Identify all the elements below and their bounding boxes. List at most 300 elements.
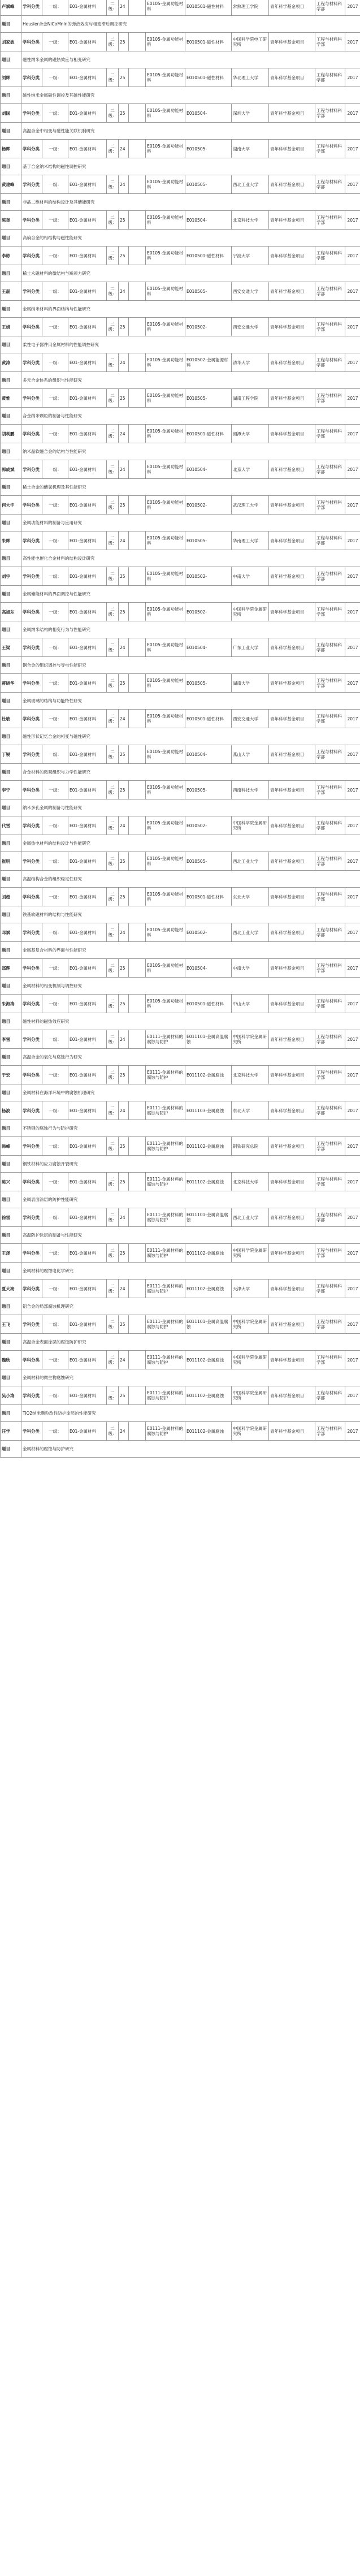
level2-value-prefix <box>129 460 146 479</box>
year: 2017 <box>345 888 360 906</box>
level2-value-prefix <box>129 959 146 978</box>
level3-value: E010505- <box>185 781 232 799</box>
project-type: 青年科学基金项目 <box>269 425 315 443</box>
level2-label: 二级： <box>107 1066 119 1084</box>
subject-label: 学科分类 <box>21 496 42 515</box>
level1-label: 一级： <box>42 282 68 301</box>
level2-value: E0105-金属功能材料 <box>146 531 185 550</box>
level3-value: E011102-金属腐蚀 <box>185 1351 232 1369</box>
level3-value: E010505- <box>185 389 232 408</box>
subject-label: 学科分类 <box>21 674 42 693</box>
level2-value: E0111-金属材料的腐蚀与防护 <box>146 1208 185 1227</box>
level2-value-prefix <box>129 1351 146 1369</box>
subject-label: 学科分类 <box>21 247 42 265</box>
department: 工程与材料科学部 <box>315 638 345 657</box>
subject-label: 学科分类 <box>21 852 42 871</box>
title-label: 题目 <box>1 372 21 389</box>
level1-value: E01-金属材料 <box>68 1208 107 1227</box>
project-type: 青年科学基金项目 <box>269 1315 315 1334</box>
level2-value-prefix <box>129 33 146 51</box>
grant-row <box>1 353 360 372</box>
level1-label: 一级： <box>42 389 68 408</box>
level2-label: 二级： <box>107 816 119 835</box>
level3-value: E010504- <box>185 745 232 764</box>
year: 2017 <box>345 0 360 16</box>
level2-label: 二级： <box>107 531 119 550</box>
level2-value: E0105-金属功能材料 <box>146 282 185 301</box>
level1-value: E01-金属材料 <box>68 816 107 835</box>
level1-label: 一级： <box>42 1244 68 1263</box>
year: 2017 <box>345 1173 360 1191</box>
project-title: 高熵合金的相结构与磁性能研究 <box>21 230 360 247</box>
department: 工程与材料科学部 <box>315 496 345 515</box>
grant-row <box>1 0 360 16</box>
applicant-name: 崔明 <box>1 852 21 871</box>
applicant-name: 郭成斌 <box>1 460 21 479</box>
level3-value: E011101-金属高温腐蚀 <box>185 1208 232 1227</box>
organization: 深圳大学 <box>232 104 269 123</box>
level1-label: 一级： <box>42 674 68 693</box>
organization: 西南科技大学 <box>232 781 269 799</box>
level1-value: E01-金属材料 <box>68 674 107 693</box>
year: 2017 <box>345 745 360 764</box>
department: 工程与材料科学部 <box>315 247 345 265</box>
grant-title-row <box>1 301 360 318</box>
project-title: 金属玻璃的结构与功能特性研究 <box>21 693 360 710</box>
project-title: 纳米晶软磁合金的结构与性能研究 <box>21 443 360 460</box>
level1-value: E01-金属材料 <box>68 781 107 799</box>
level1-value: E01-金属材料 <box>68 638 107 657</box>
grant-row <box>1 745 360 764</box>
department: 工程与材料科学部 <box>315 1351 345 1369</box>
project-title: 合金材料的微观组织与力学性能研究 <box>21 764 360 781</box>
department: 工程与材料科学部 <box>315 353 345 372</box>
age-value: 24 <box>119 140 129 158</box>
project-title: 金属纳米结构的相变行为与性能研究 <box>21 621 360 638</box>
department: 工程与材料科学部 <box>315 995 345 1013</box>
level1-label: 一级： <box>42 1280 68 1298</box>
level2-value-prefix <box>129 1280 146 1298</box>
applicant-name: 杨辉 <box>1 140 21 158</box>
applicant-name: 高旭东 <box>1 603 21 621</box>
age-value: 25 <box>119 567 129 586</box>
project-title: 钢铁材料的应力腐蚀开裂研究 <box>21 1156 360 1173</box>
applicant-name: 徐雷 <box>1 1208 21 1227</box>
level2-label: 二级： <box>107 389 119 408</box>
level2-value: E0105-金属功能材料 <box>146 959 185 978</box>
project-type: 青年科学基金项目 <box>269 496 315 515</box>
level1-value: E01-金属材料 <box>68 211 107 230</box>
project-title: 高温防护涂层的制备与性能研究 <box>21 1227 360 1244</box>
department: 工程与材料科学部 <box>315 211 345 230</box>
grant-row <box>1 816 360 835</box>
project-type: 青年科学基金项目 <box>269 567 315 586</box>
year: 2017 <box>345 353 360 372</box>
department: 工程与材料科学部 <box>315 0 345 16</box>
year: 2017 <box>345 247 360 265</box>
applicant-name: 王梁 <box>1 638 21 657</box>
age-value: 25 <box>119 211 129 230</box>
organization: 东北大学 <box>232 1101 269 1120</box>
level3-value: E011102-金属腐蚀 <box>185 1244 232 1263</box>
level2-value-prefix <box>129 1137 146 1156</box>
level1-label: 一级： <box>42 211 68 230</box>
level2-value: E0105-金属功能材料 <box>146 0 185 16</box>
grant-row <box>1 781 360 799</box>
year: 2017 <box>345 1351 360 1369</box>
year: 2017 <box>345 1422 360 1441</box>
level3-value: E010501-磁性材料 <box>185 247 232 265</box>
level3-value: E010502- <box>185 816 232 835</box>
title-label: 题目 <box>1 1049 21 1066</box>
project-title: 金属基复合材料的界面与性能研究 <box>21 942 360 959</box>
project-type: 青年科学基金项目 <box>269 710 315 728</box>
department: 工程与材料科学部 <box>315 567 345 586</box>
applicant-name: 刘国 <box>1 104 21 123</box>
subject-label: 学科分类 <box>21 1244 42 1263</box>
level1-label: 一级： <box>42 995 68 1013</box>
department: 工程与材料科学部 <box>315 68 345 87</box>
age-value: 25 <box>119 33 129 51</box>
level2-value: E0105-金属功能材料 <box>146 211 185 230</box>
department: 工程与材料科学部 <box>315 852 345 871</box>
age-value: 25 <box>119 1173 129 1191</box>
project-title: 磁性纳米金属的磁热效应与相变研究 <box>21 51 360 68</box>
age-value: 24 <box>119 923 129 942</box>
level2-value-prefix <box>129 175 146 194</box>
grant-row <box>1 140 360 158</box>
grant-table-body <box>1 0 360 1458</box>
organization: 华北理工大学 <box>232 68 269 87</box>
level2-label: 二级： <box>107 1386 119 1405</box>
age-value: 25 <box>119 852 129 871</box>
subject-label: 学科分类 <box>21 1137 42 1156</box>
age-value: 24 <box>119 425 129 443</box>
title-label: 题目 <box>1 515 21 531</box>
level2-label: 二级： <box>107 282 119 301</box>
level1-label: 一级： <box>42 33 68 51</box>
level2-value: E0105-金属功能材料 <box>146 104 185 123</box>
age-value: 24 <box>119 816 129 835</box>
title-label: 题目 <box>1 942 21 959</box>
grant-title-row <box>1 1120 360 1137</box>
grant-row <box>1 33 360 51</box>
applicant-name: 王娟 <box>1 318 21 336</box>
title-label: 题目 <box>1 408 21 425</box>
level3-value: E010502- <box>185 496 232 515</box>
level1-value: E01-金属材料 <box>68 425 107 443</box>
grant-title-row <box>1 372 360 389</box>
level3-value: E010505- <box>185 674 232 693</box>
level2-value-prefix <box>129 531 146 550</box>
year: 2017 <box>345 1244 360 1263</box>
level1-label: 一级： <box>42 1030 68 1049</box>
level2-label: 二级： <box>107 745 119 764</box>
project-type: 青年科学基金项目 <box>269 1208 315 1227</box>
grant-title-row <box>1 443 360 460</box>
subject-label: 学科分类 <box>21 1315 42 1334</box>
level2-label: 二级： <box>107 496 119 515</box>
year: 2017 <box>345 140 360 158</box>
level1-value: E01-金属材料 <box>68 1351 107 1369</box>
level2-value-prefix <box>129 318 146 336</box>
level2-value-prefix <box>129 781 146 799</box>
project-type: 青年科学基金项目 <box>269 1066 315 1084</box>
year: 2017 <box>345 1066 360 1084</box>
grant-row <box>1 674 360 693</box>
subject-label: 学科分类 <box>21 318 42 336</box>
level2-value: E0105-金属功能材料 <box>146 33 185 51</box>
title-label: 题目 <box>1 479 21 496</box>
level2-value-prefix <box>129 638 146 657</box>
level2-value: E0111-金属材料的腐蚀与防护 <box>146 1244 185 1263</box>
level1-value: E01-金属材料 <box>68 0 107 16</box>
age-value: 25 <box>119 1386 129 1405</box>
title-label: 题目 <box>1 336 21 353</box>
title-label: 题目 <box>1 301 21 318</box>
project-type: 青年科学基金项目 <box>269 638 315 657</box>
grant-row <box>1 175 360 194</box>
year: 2017 <box>345 318 360 336</box>
title-label: 题目 <box>1 835 21 852</box>
grant-title-row <box>1 1227 360 1244</box>
department: 工程与材料科学部 <box>315 33 345 51</box>
organization: 西北工业大学 <box>232 923 269 942</box>
level2-value: E0111-金属材料的腐蚀与防护 <box>146 1280 185 1298</box>
level2-value: E0111-金属材料的腐蚀与防护 <box>146 1066 185 1084</box>
applicant-name: 郑辉 <box>1 959 21 978</box>
level2-value-prefix <box>129 567 146 586</box>
level3-value: E010502- <box>185 603 232 621</box>
level1-value: E01-金属材料 <box>68 1137 107 1156</box>
grant-title-row <box>1 728 360 745</box>
level1-label: 一级： <box>42 1101 68 1120</box>
level2-value: E0105-金属功能材料 <box>146 389 185 408</box>
applicant-name: 代雪 <box>1 816 21 835</box>
level1-label: 一级： <box>42 1351 68 1369</box>
subject-label: 学科分类 <box>21 33 42 51</box>
project-type: 青年科学基金项目 <box>269 674 315 693</box>
organization: 广东工业大学 <box>232 638 269 657</box>
subject-label: 学科分类 <box>21 282 42 301</box>
level1-label: 一级： <box>42 140 68 158</box>
organization: 中国科学院金属研究所 <box>232 1244 269 1263</box>
organization: 华南理工大学 <box>232 531 269 550</box>
age-value: 25 <box>119 1137 129 1156</box>
subject-label: 学科分类 <box>21 710 42 728</box>
applicant-name: 李雪 <box>1 1030 21 1049</box>
title-label: 题目 <box>1 978 21 995</box>
level2-value-prefix <box>129 496 146 515</box>
level3-value: E011102-金属腐蚀 <box>185 1422 232 1441</box>
project-type: 青年科学基金项目 <box>269 1101 315 1120</box>
applicant-name: 刘家波 <box>1 33 21 51</box>
year: 2017 <box>345 1280 360 1298</box>
level1-value: E01-金属材料 <box>68 1280 107 1298</box>
project-title: 金属材料的腐蚀电化学研究 <box>21 1263 360 1280</box>
level2-label: 二级： <box>107 959 119 978</box>
subject-label: 学科分类 <box>21 923 42 942</box>
grant-title-row <box>1 693 360 710</box>
subject-label: 学科分类 <box>21 531 42 550</box>
project-type: 青年科学基金项目 <box>269 104 315 123</box>
title-label: 题目 <box>1 123 21 140</box>
project-title: 高温合金表面涂层的腐蚀防护研究 <box>21 1334 360 1351</box>
grant-row <box>1 1386 360 1405</box>
age-value: 25 <box>119 389 129 408</box>
organization: 西安交通大学 <box>232 318 269 336</box>
level2-value-prefix <box>129 211 146 230</box>
age-value: 24 <box>119 1280 129 1298</box>
level2-value-prefix <box>129 1030 146 1049</box>
level1-value: E01-金属材料 <box>68 460 107 479</box>
subject-label: 学科分类 <box>21 425 42 443</box>
applicant-name: 陈奎 <box>1 211 21 230</box>
title-label: 题目 <box>1 764 21 781</box>
year: 2017 <box>345 1030 360 1049</box>
level3-value: E011102-金属腐蚀 <box>185 1137 232 1156</box>
organization: 北京科技大学 <box>232 1066 269 1084</box>
level2-value: E0105-金属功能材料 <box>146 567 185 586</box>
grant-title-row <box>1 764 360 781</box>
age-value: 24 <box>119 1351 129 1369</box>
title-label: 题目 <box>1 1156 21 1173</box>
year: 2017 <box>345 995 360 1013</box>
project-type: 青年科学基金项目 <box>269 389 315 408</box>
title-label: 题目 <box>1 550 21 567</box>
project-title: Heusler合金NiCoMnIn的弹热效应与相变滞后调控研究 <box>21 16 360 33</box>
project-title: 非晶二维材料的结构设计及其储能研究 <box>21 194 360 211</box>
grant-title-row <box>1 657 360 674</box>
year: 2017 <box>345 1101 360 1120</box>
department: 工程与材料科学部 <box>315 1280 345 1298</box>
age-value: 25 <box>119 104 129 123</box>
project-title: 多元合金体系的组织与性能研究 <box>21 372 360 389</box>
title-label: 题目 <box>1 728 21 745</box>
level3-value: E010502- <box>185 567 232 586</box>
age-value: 25 <box>119 603 129 621</box>
age-value: 25 <box>119 781 129 799</box>
subject-label: 学科分类 <box>21 353 42 372</box>
level1-label: 一级： <box>42 1173 68 1191</box>
project-type: 青年科学基金项目 <box>269 1244 315 1263</box>
organization: 中南大学 <box>232 959 269 978</box>
organization: 西北工业大学 <box>232 852 269 871</box>
level2-value: E0105-金属功能材料 <box>146 745 185 764</box>
grant-row <box>1 460 360 479</box>
title-label: 题目 <box>1 1084 21 1101</box>
applicant-name: 胡利鹏 <box>1 425 21 443</box>
title-label: 题目 <box>1 230 21 247</box>
level2-label: 二级： <box>107 603 119 621</box>
organization: 燕山大学 <box>232 745 269 764</box>
subject-label: 学科分类 <box>21 1173 42 1191</box>
grant-title-row <box>1 158 360 175</box>
project-type: 青年科学基金项目 <box>269 959 315 978</box>
level3-value: E011102-金属腐蚀 <box>185 1280 232 1298</box>
level1-label: 一级： <box>42 1066 68 1084</box>
level1-value: E01-金属材料 <box>68 959 107 978</box>
subject-label: 学科分类 <box>21 104 42 123</box>
age-value: 24 <box>119 1422 129 1441</box>
level1-label: 一级： <box>42 531 68 550</box>
level2-value: E0105-金属功能材料 <box>146 353 185 372</box>
level2-value-prefix <box>129 710 146 728</box>
title-label: 题目 <box>1 871 21 888</box>
grant-row <box>1 1422 360 1441</box>
grant-title-row <box>1 230 360 247</box>
level2-label: 二级： <box>107 781 119 799</box>
project-type: 青年科学基金项目 <box>269 995 315 1013</box>
grant-title-row <box>1 515 360 531</box>
subject-label: 学科分类 <box>21 603 42 621</box>
level1-label: 一级： <box>42 353 68 372</box>
title-label: 题目 <box>1 657 21 674</box>
level2-value-prefix <box>129 389 146 408</box>
subject-label: 学科分类 <box>21 888 42 906</box>
level1-value: E01-金属材料 <box>68 175 107 194</box>
level2-value-prefix <box>129 1066 146 1084</box>
organization: 中南大学 <box>232 567 269 586</box>
age-value: 24 <box>119 1030 129 1049</box>
level2-label: 二级： <box>107 1351 119 1369</box>
grant-title-row <box>1 1369 360 1386</box>
level1-label: 一级： <box>42 1208 68 1227</box>
department: 工程与材料科学部 <box>315 104 345 123</box>
level3-value: E011102-金属腐蚀 <box>185 1066 232 1084</box>
organization: 西北工业大学 <box>232 1208 269 1227</box>
level2-value: E0105-金属功能材料 <box>146 781 185 799</box>
grant-row <box>1 1137 360 1156</box>
organization: 中国科学院电工研究所 <box>232 33 269 51</box>
level2-label: 二级： <box>107 995 119 1013</box>
level3-value: E010505- <box>185 140 232 158</box>
year: 2017 <box>345 674 360 693</box>
project-type: 青年科学基金项目 <box>269 1030 315 1049</box>
year: 2017 <box>345 1315 360 1334</box>
age-value: 24 <box>119 0 129 16</box>
grant-title-row <box>1 194 360 211</box>
level1-label: 一级： <box>42 1386 68 1405</box>
applicant-name: 魏欣 <box>1 1351 21 1369</box>
grant-title-row <box>1 871 360 888</box>
level1-value: E01-金属材料 <box>68 1173 107 1191</box>
title-label: 题目 <box>1 1227 21 1244</box>
applicant-name: 刘辉 <box>1 68 21 87</box>
department: 工程与材料科学部 <box>315 923 345 942</box>
grant-row <box>1 531 360 550</box>
organization: 北京科技大学 <box>232 1173 269 1191</box>
project-type: 青年科学基金项目 <box>269 781 315 799</box>
year: 2017 <box>345 211 360 230</box>
applicant-name: 黄惟 <box>1 389 21 408</box>
level1-label: 一级： <box>42 1137 68 1156</box>
subject-label: 学科分类 <box>21 211 42 230</box>
project-type: 青年科学基金项目 <box>269 852 315 871</box>
level3-value: E010501-磁性材料 <box>185 425 232 443</box>
grant-row <box>1 710 360 728</box>
level2-label: 二级： <box>107 68 119 87</box>
age-value: 25 <box>119 1066 129 1084</box>
grant-title-row <box>1 1298 360 1315</box>
project-type: 青年科学基金项目 <box>269 0 315 16</box>
project-title: 磁性纳米金属磁性调控及其磁性能研究 <box>21 87 360 104</box>
subject-label: 学科分类 <box>21 1280 42 1298</box>
level1-label: 一级： <box>42 68 68 87</box>
level2-value-prefix <box>129 1208 146 1227</box>
level1-label: 一级： <box>42 923 68 942</box>
grant-row <box>1 1066 360 1084</box>
